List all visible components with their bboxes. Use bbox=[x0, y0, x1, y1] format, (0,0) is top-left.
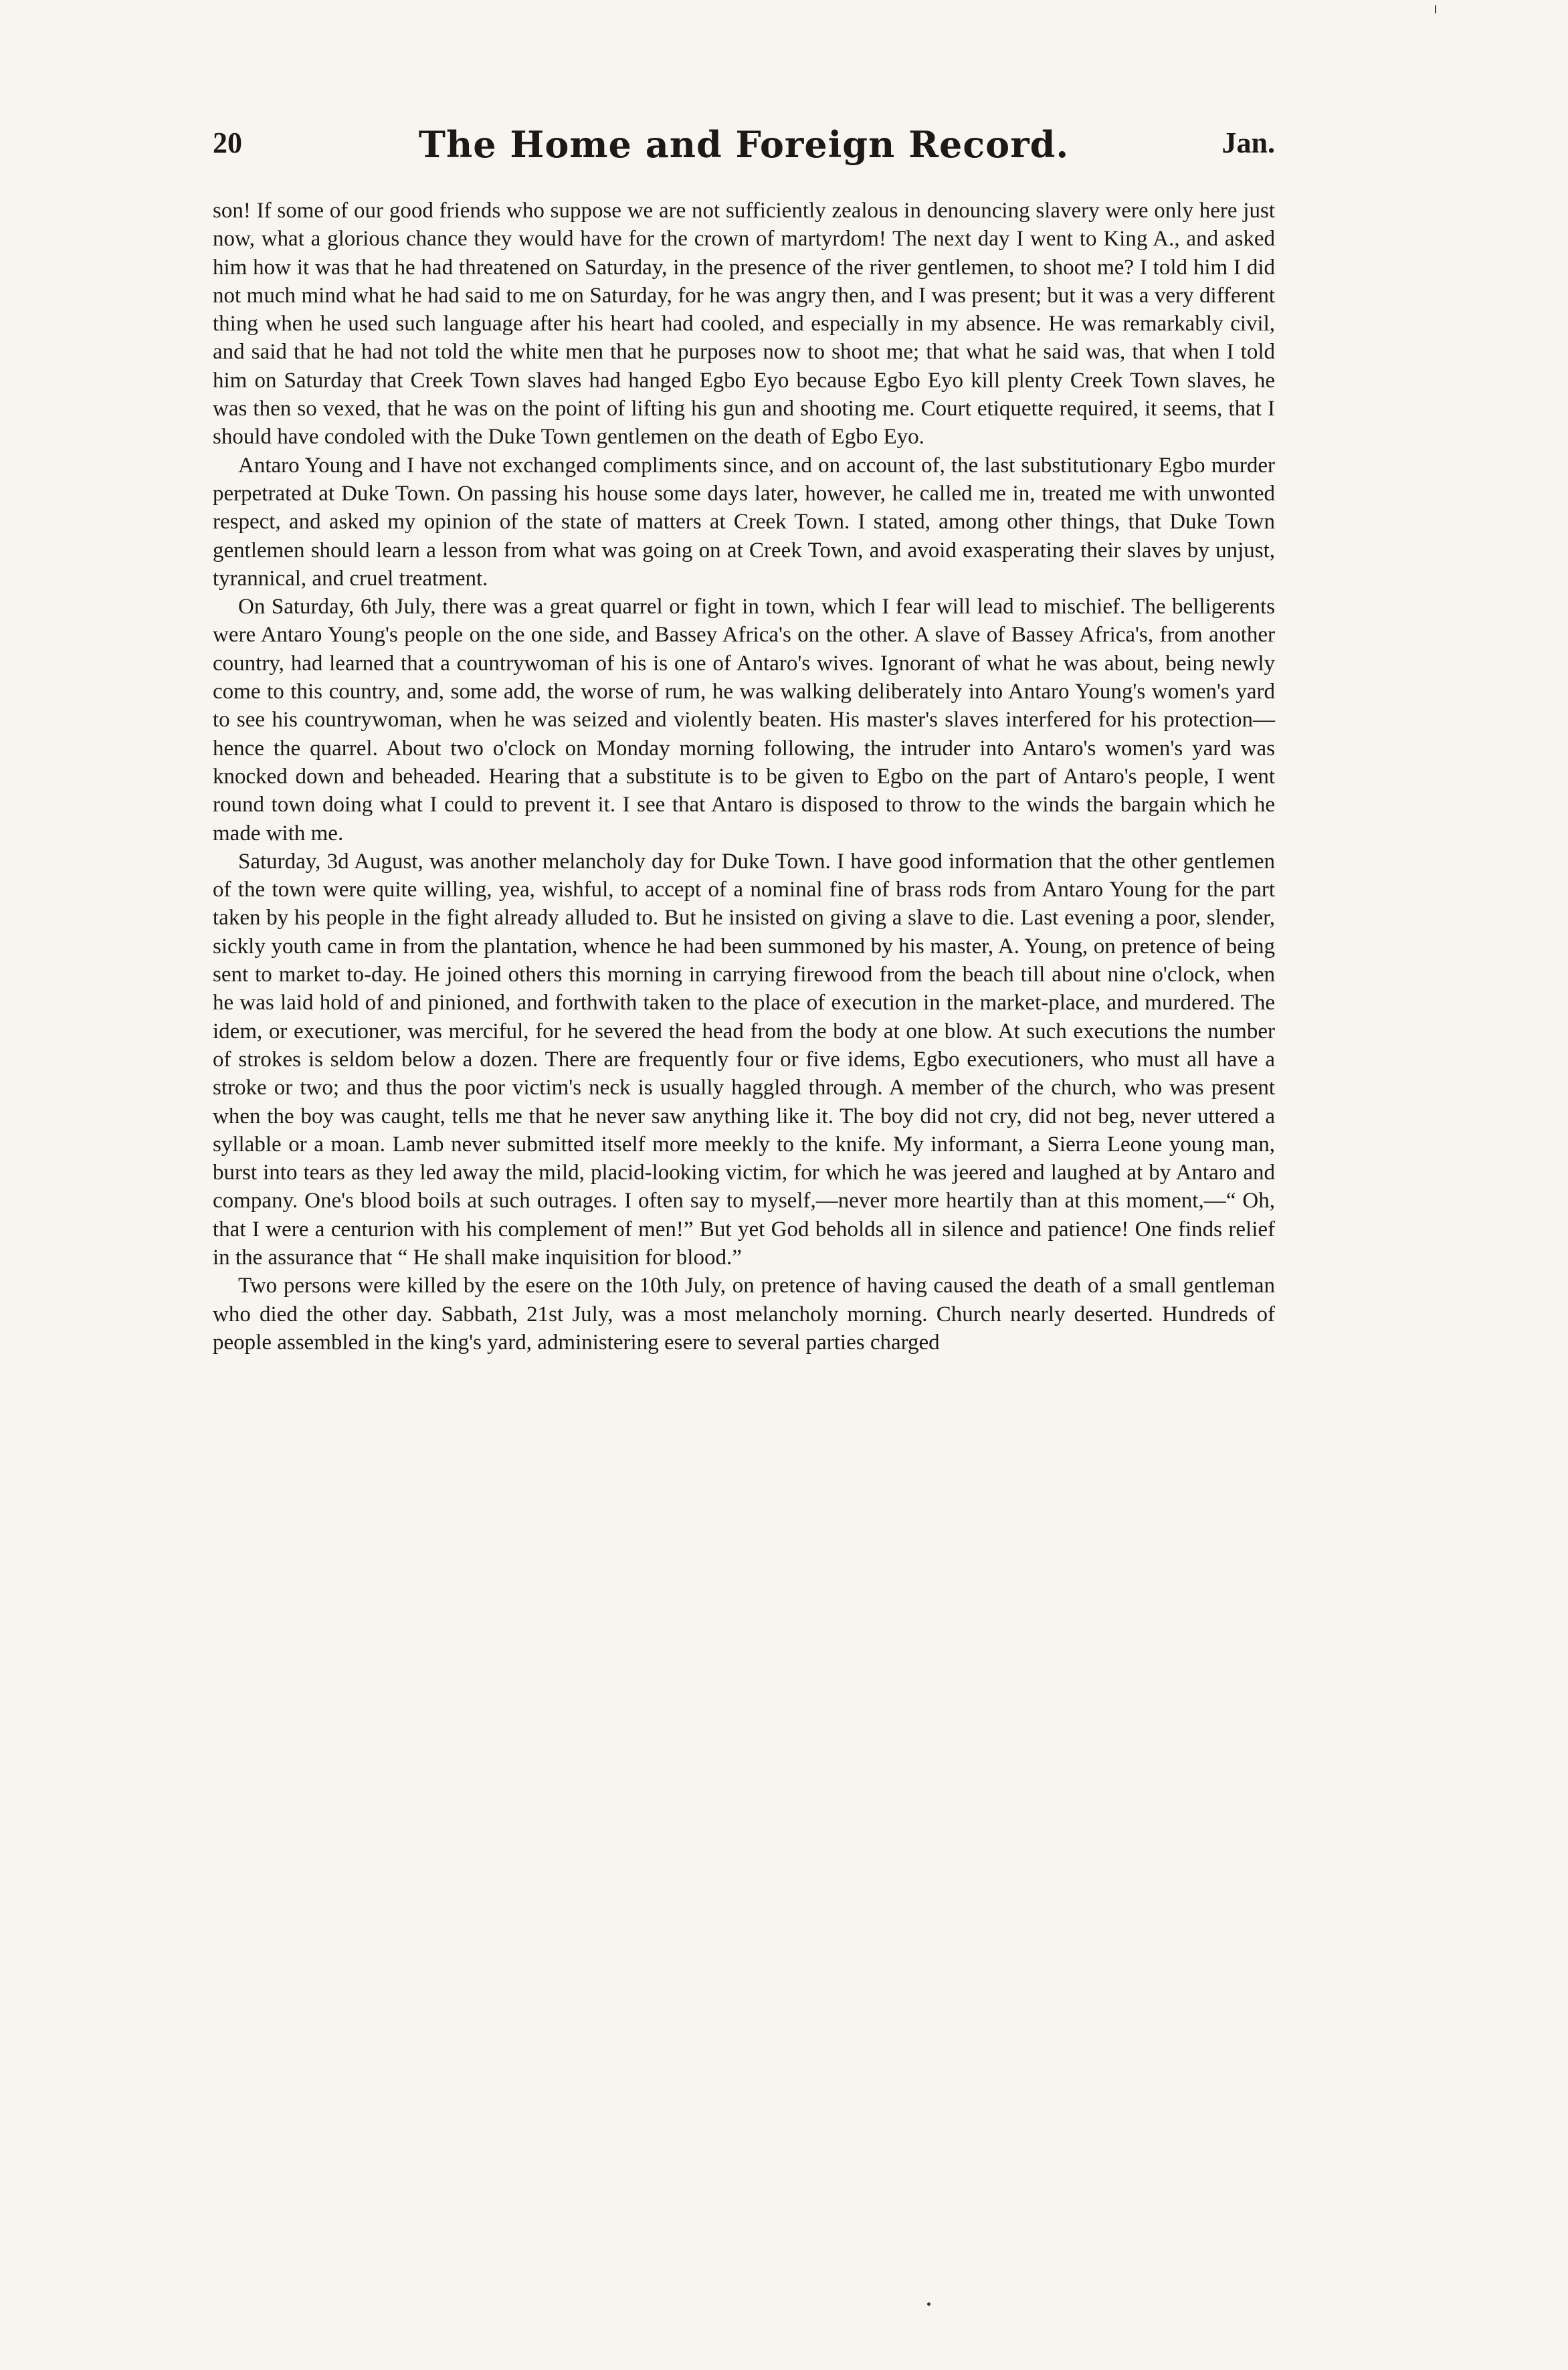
running-title: The Home and Foreign Record. bbox=[418, 123, 1070, 166]
paragraph: On Saturday, 6th July, there was a great quarrel or fight in town, which I fear will lead to mischief. The belligerents were Antaro Young's people on the one side, and Bassey Africa's on the other. A slave of Bassey Africa's, from another country, had learned that a countrywoman of his is one of Antaro's wives. Ignorant of what he was about, being newly come to this country, and, some add, the worse of rum, he was walking deliberately into Antaro Young's women's yard to see his countrywoman, when he was seized and violently beaten. His master's slaves interfered for his protection—hence the quarrel. About two o'clock on Monday morning following, the intruder into Antaro's women's yard was knocked down and beheaded. Hearing that a substitute is to be given to Egbo on the part of Antaro's people, I went round town doing what I could to prevent it. I see that Antaro is disposed to throw to the winds the bargain which he made with me. bbox=[213, 595, 1275, 846]
print-speck bbox=[927, 2302, 930, 2306]
paragraph: son! If some of our good friends who suppose we are not sufficiently zealous in denouncing slavery were only here just now, what a glorious chance they would have for the crown of martyrdom! The next day I went to King A., and asked him how it was that he had threatened on Saturday, in the presence of the river gentlemen, to shoot me? I told him I did not much mind what he had said to me on Saturday, for he was angry then, and I was present; but it was a very different thing when he used such language after his heart had cooled, and especially in my absence. He was remarkably civil, and said that he had not told the white men that he purposes now to shoot me; that what he said was, that when I told him on Saturday that Creek Town slaves had hanged Egbo Eyo because Egbo Eyo kill plenty Creek Town slaves, he was then so vexed, that he was on the point of lifting his gun and shooting me. Court etiquette required, it seems, that I should have condoled with the Duke Town gentlemen on the death of Egbo Eyo. bbox=[213, 199, 1275, 450]
paragraph: Saturday, 3d August, was another melancholy day for Duke Town. I have good information that the other gentlemen of the town were quite willing, yea, wishful, to accept of a nominal fine of brass rods from Antaro Young for the part taken by his people in the fight already alluded to. But he insisted on giving a slave to die. Last evening a poor, slender, sickly youth came in from the plantation, whence he had been summoned by his master, A. Young, on pretence of being sent to market to-day. He joined others this morning in carrying firewood from the beach till about nine o'clock, when he was laid hold of and pinioned, and forthwith taken to the place of execution in the market-place, and murdered. The idem, or executioner, was merciful, for he severed the head from the body at one blow. At such executions the number of strokes is seldom below a dozen. There are frequently four or five idems, Egbo executioners, who must all have a stroke or two; and thus the poor victim's neck is usually haggled through. A member of the church, who was present when the boy was caught, tells me that he never saw anything like it. The boy did not cry, did not beg, never uttered a syllable or a moan. Lamb never submitted itself more meekly to the knife. My informant, a Sierra Leone young man, burst into tears as they led away the mild, placid-looking victim, for which he was jeered and laughed at by Antaro and company. One's blood boils at such outrages. I often say to myself,—never more heartily than at this moment,—“ Oh, that I were a centurion with his complement of men!” But yet God beholds all in silence and patience! One finds relief in the assurance that “ He shall make inquisition for blood.” bbox=[213, 849, 1275, 1270]
running-header bbox=[213, 123, 1275, 179]
running-month: Jan. bbox=[1221, 126, 1275, 159]
scan-mark bbox=[1435, 5, 1436, 13]
page-number: 20 bbox=[213, 126, 242, 159]
paragraph: Antaro Young and I have not exchanged compliments since, and on account of, the last substitutionary Egbo murder perpetrated at Duke Town. On passing his house some days later, however, he called me in, treated me with unwonted respect, and asked my opinion of the state of matters at Creek Town. I stated, among other things, that Duke Town gentlemen should learn a lesson from what was going on at Creek Town, and avoid exasperating their slaves by unjust, tyrannical, and cruel treatment. bbox=[213, 453, 1275, 591]
paragraph: Two persons were killed by the esere on the 10th July, on pretence of having caused the death of a small gentleman who died the other day. Sabbath, 21st July, was a most melancholy morning. Church nearly deserted. Hundreds of people assembled in the king's yard, administering esere to several parties charged bbox=[213, 1274, 1275, 1355]
article-body bbox=[213, 197, 1275, 1357]
